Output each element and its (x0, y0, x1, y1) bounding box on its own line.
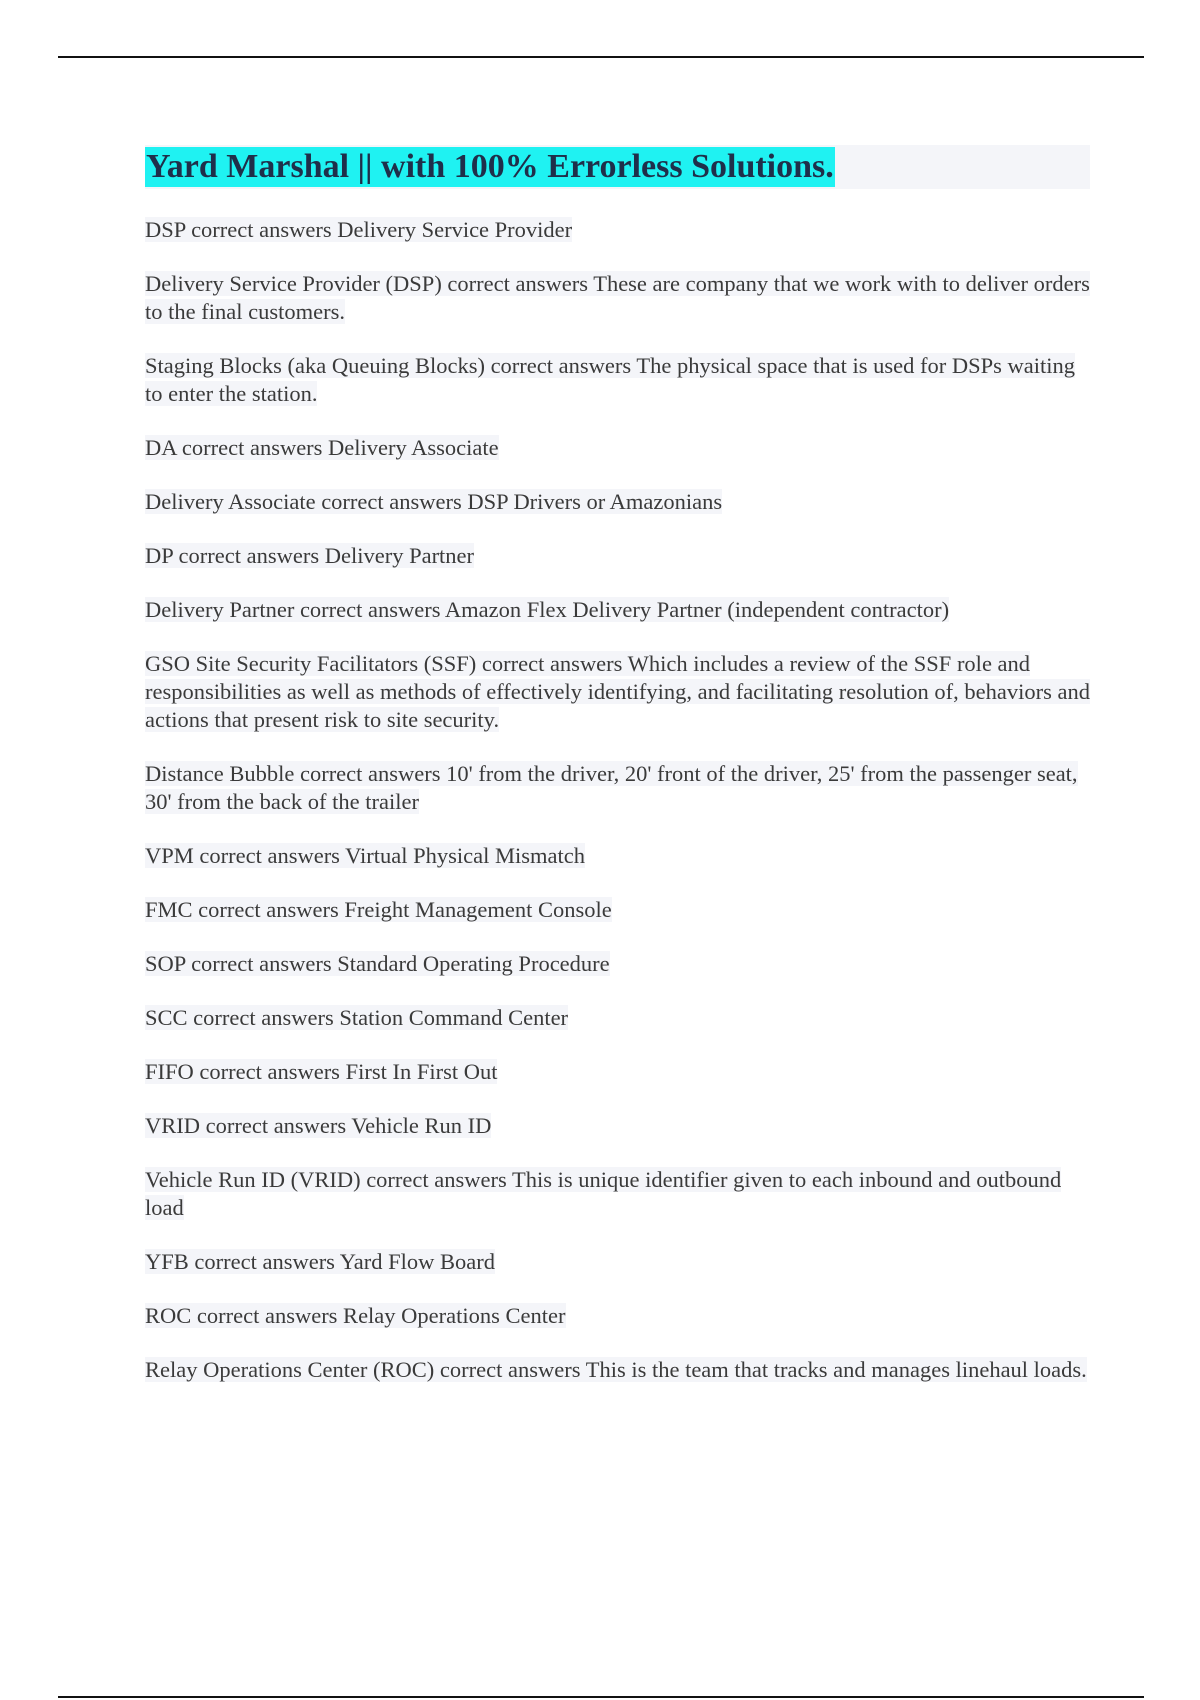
entry-item (145, 434, 1090, 462)
entry-item (145, 650, 1090, 734)
entry-item (145, 488, 1090, 516)
entry-item (145, 760, 1090, 816)
entry-item (145, 1004, 1090, 1032)
entry-text: Delivery Associate correct answers DSP Drivers or Amazonians (145, 489, 723, 514)
top-rule (58, 56, 1144, 58)
entry-text: Delivery Partner correct answers Amazon Flex Delivery Partner (independent contractor) (145, 597, 950, 622)
entry-text: VPM correct answers Virtual Physical Mismatch (145, 843, 586, 868)
entry-item (145, 1302, 1090, 1330)
entry-text: VRID correct answers Vehicle Run ID (145, 1113, 492, 1138)
entry-list (145, 216, 1090, 1384)
entry-text: Delivery Service Provider (DSP) correct answers These are company that we work with to deliver orders to the final customers. (145, 271, 1090, 324)
document-body (145, 145, 1090, 1410)
document-title: Yard Marshal || with 100% Errorless Solutions. (146, 148, 834, 185)
entry-text: DP correct answers Delivery Partner (145, 543, 475, 568)
entry-text: ROC correct answers Relay Operations Center (145, 1303, 566, 1328)
entry-text: YFB correct answers Yard Flow Board (145, 1249, 495, 1274)
entry-text: Vehicle Run ID (VRID) correct answers This is unique identifier given to each inbound and outbound load (145, 1167, 1062, 1220)
entry-text: SCC correct answers Station Command Center (145, 1005, 569, 1030)
entry-text: DSP correct answers Delivery Service Provider (145, 217, 573, 242)
entry-item (145, 596, 1090, 624)
entry-item (145, 1112, 1090, 1140)
entry-item (145, 1356, 1090, 1384)
entry-text: Staging Blocks (aka Queuing Blocks) correct answers The physical space that is used for DSPs waiting to enter the station. (145, 353, 1076, 406)
entry-text: FMC correct answers Freight Management Console (145, 897, 612, 922)
entry-text: DA correct answers Delivery Associate (145, 435, 499, 460)
title-bar (145, 145, 1090, 189)
entry-item (145, 1166, 1090, 1222)
entry-item (145, 1248, 1090, 1276)
entry-item (145, 1058, 1090, 1086)
entry-text: GSO Site Security Facilitators (SSF) correct answers Which includes a review of the SSF role and responsibilities as well as methods of effectively identifying, and facilitating resolution of, behaviors and actions that present risk to site security. (145, 651, 1090, 732)
entry-text: Distance Bubble correct answers 10' from the driver, 20' front of the driver, 25' from the passenger seat, 30' from the back of the trailer (145, 761, 1078, 814)
entry-text: Relay Operations Center (ROC) correct answers This is the team that tracks and manages linehaul loads. (145, 1357, 1087, 1382)
entry-text: SOP correct answers Standard Operating Procedure (145, 951, 610, 976)
entry-text: FIFO correct answers First In First Out (145, 1059, 498, 1084)
entry-item (145, 896, 1090, 924)
entry-item (145, 270, 1090, 326)
entry-item (145, 842, 1090, 870)
bottom-rule (58, 1696, 1144, 1698)
entry-item (145, 216, 1090, 244)
entry-item (145, 542, 1090, 570)
entry-item (145, 352, 1090, 408)
entry-item (145, 950, 1090, 978)
